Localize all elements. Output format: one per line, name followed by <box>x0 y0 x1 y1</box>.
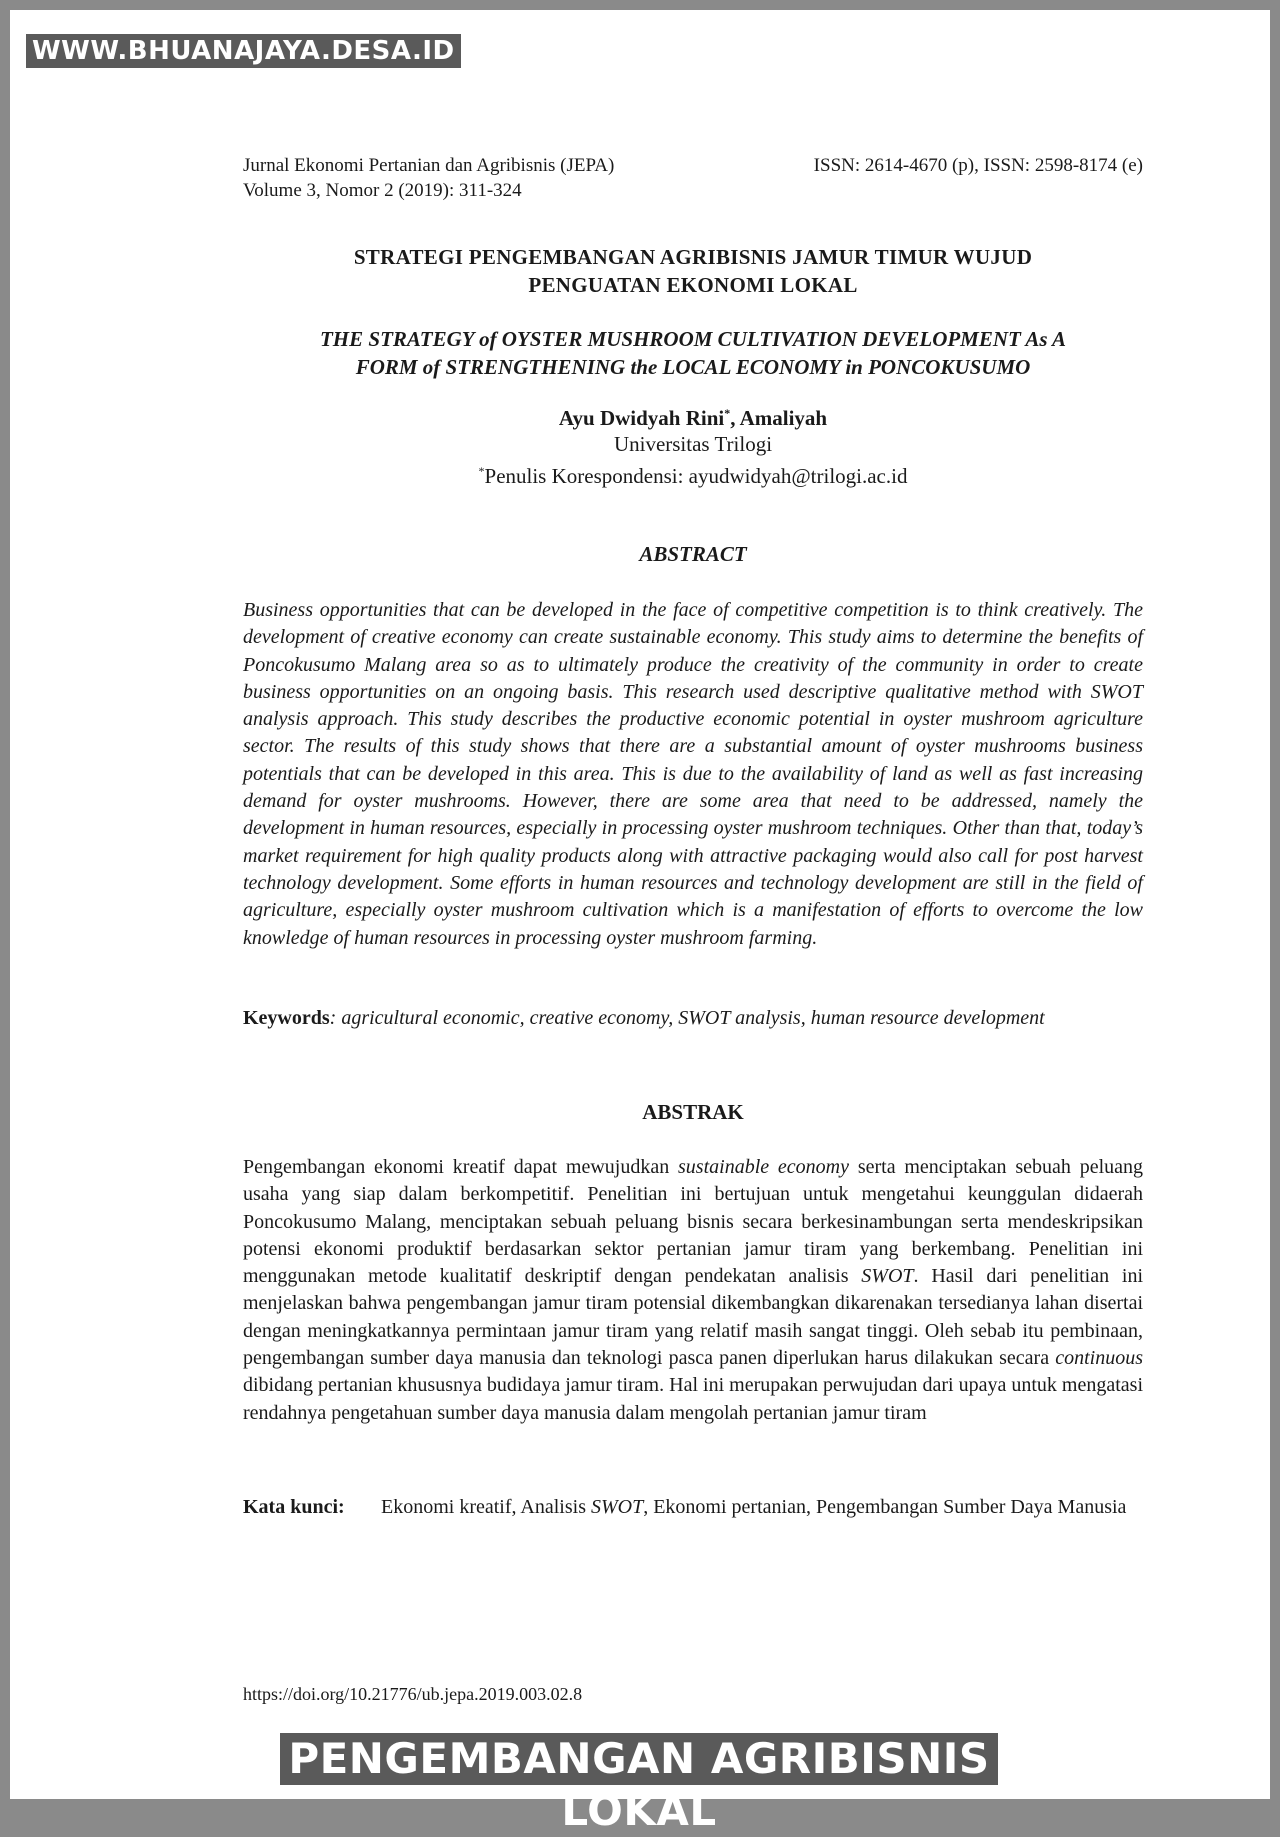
correspondence <box>243 458 1143 490</box>
authors <box>243 406 1143 431</box>
abstrak-heading: ABSTRAK <box>642 1100 744 1124</box>
abstrak-text-1: Pengembangan ekonomi kreatif dapat mewujudkan <box>243 1156 679 1178</box>
title-en-line-1: THE STRATEGY of OYSTER MUSHROOM CULTIVATION DEVELOPMENT As A <box>319 327 1066 351</box>
kata-kunci <box>243 1494 1143 1521</box>
kata-kunci-text-2: , Ekonomi pertanian, Pengembangan Sumber Daya Manusia <box>643 1496 1127 1518</box>
author-marker: * <box>724 406 731 420</box>
abstract-indonesian-body <box>243 1154 1143 1427</box>
keywords-value: : agricultural economic, creative economy, SWOT analysis, human resource development <box>329 1007 1045 1029</box>
correspondence-text: Penulis Korespondensi: ayudwidyah@trilogi.ac.id <box>484 464 908 488</box>
journal-issn: ISSN: 2614-4670 (p), ISSN: 2598-8174 (e) <box>813 155 1143 176</box>
abstrak-italic-2: SWOT <box>861 1265 914 1288</box>
affiliation: Universitas Trilogi <box>613 432 773 456</box>
abstrak-text-4: dibidang pertanian khususnya budidaya jamur tiram. Hal ini merupakan perwujudan dari upaya untuk mengatasi rendahnya pengetahuan sumber daya manusia dalam mengolah pertanian jamur tiram <box>243 1374 1143 1424</box>
abstract-english-body: Business opportunities that can be developed in the face of competitive competition is to think creatively. The development of creative economy can create sustainable economy. This study aims to determine the benefits of Poncokusumo Malang area so as to ultimately produce the creativity of the community in order to create business opportunities on an ongoing basis. This research used descriptive qualitative method with SWOT analysis approach. This study describes the productive economic potential in oyster mushroom agriculture sector. The results of this study shows that there are a substantial amount of oyster mushrooms business potentials that can be developed in this area. This is due to the availability of land as well as fast increasing demand for oyster mushrooms. However, there are some area that need to be addressed, namely the development in human resources, especially in processing oyster mushroom techniques. Other than that, today’s market requirement for high quality products along with attractive packaging would also call for post harvest technology development. Some efforts in human resources and technology development are still in the field of agriculture, especially oyster mushroom cultivation which is a manifestation of efforts to overcome the low knowledge of human resources in processing oyster mushroom farming. <box>243 599 1143 949</box>
title-id-line-2: PENGUATAN EKONOMI LOKAL <box>528 273 858 297</box>
caption-banner: PENGEMBANGAN AGRIBISNIS LOKAL <box>280 1733 998 1785</box>
keywords <box>243 1005 1143 1032</box>
abstrak-italic-3: continuous <box>1055 1347 1143 1370</box>
correspondence-marker: * <box>478 464 485 478</box>
abstrak-text-2: serta menciptakan sebuah peluang usaha yang siap dalam berkompetitif. Penelitian ini bertujuan untuk mengetahui keunggulan didaerah Poncokusumo Malang, menciptakan sebuah peluang bisnis secara berkesinambungan serta mendeskripsikan potensi ekonomi produktif berdasarkan sektor pertanian jamur tiram yang berkembang. Penelitian ini menggunakan metode kualitatif deskriptif dengan pendekatan analisis <box>243 1156 1144 1288</box>
journal-volume: Volume 3, Nomor 2 (2019): 311-324 <box>243 180 522 201</box>
kata-kunci-text-1: Ekonomi kreatif, Analisis <box>381 1496 591 1518</box>
abstract-heading: ABSTRACT <box>639 542 747 566</box>
keywords-label: Keywords <box>243 1007 330 1029</box>
author-block <box>243 406 1143 490</box>
title-english <box>243 325 1143 381</box>
kata-kunci-value <box>381 1494 1126 1521</box>
doi-link[interactable]: https://doi.org/10.21776/ub.jepa.2019.003.02.8 <box>243 1684 583 1704</box>
abstrak-text-3: . Hasil dari penelitian ini menjelaskan bahwa pengembangan jamur tiram potensial dikembangkan dikarenakan tersedianya lahan disertai dengan meningkatkannya permintaan jamur tiram yang relatif masih sangat tinggi. Oleh sebab itu pembinaan, pengembangan sumber daya manusia dan teknologi pasca panen diperlukan harus dilakukan secara <box>243 1265 1143 1370</box>
kata-kunci-italic: SWOT <box>590 1496 644 1518</box>
kata-kunci-label: Kata kunci: <box>243 1496 345 1518</box>
title-id-line-1: STRATEGI PENGEMBANGAN AGRIBISNIS JAMUR TIMUR WUJUD <box>353 245 1033 269</box>
journal-name: Jurnal Ekonomi Pertanian dan Agribisnis (JEPA) <box>243 155 615 176</box>
title-indonesian <box>243 243 1143 299</box>
abstrak-italic-1: sustainable economy <box>678 1156 850 1178</box>
title-en-line-2: FORM of STRENGTHENING the LOCAL ECONOMY in PONCOKUSUMO <box>355 355 1031 379</box>
author-first: Ayu Dwidyah Rini <box>558 406 725 430</box>
author-rest: , Amaliyah <box>730 406 828 430</box>
site-url-banner: WWW.BHUANAJAYA.DESA.ID <box>26 34 461 68</box>
